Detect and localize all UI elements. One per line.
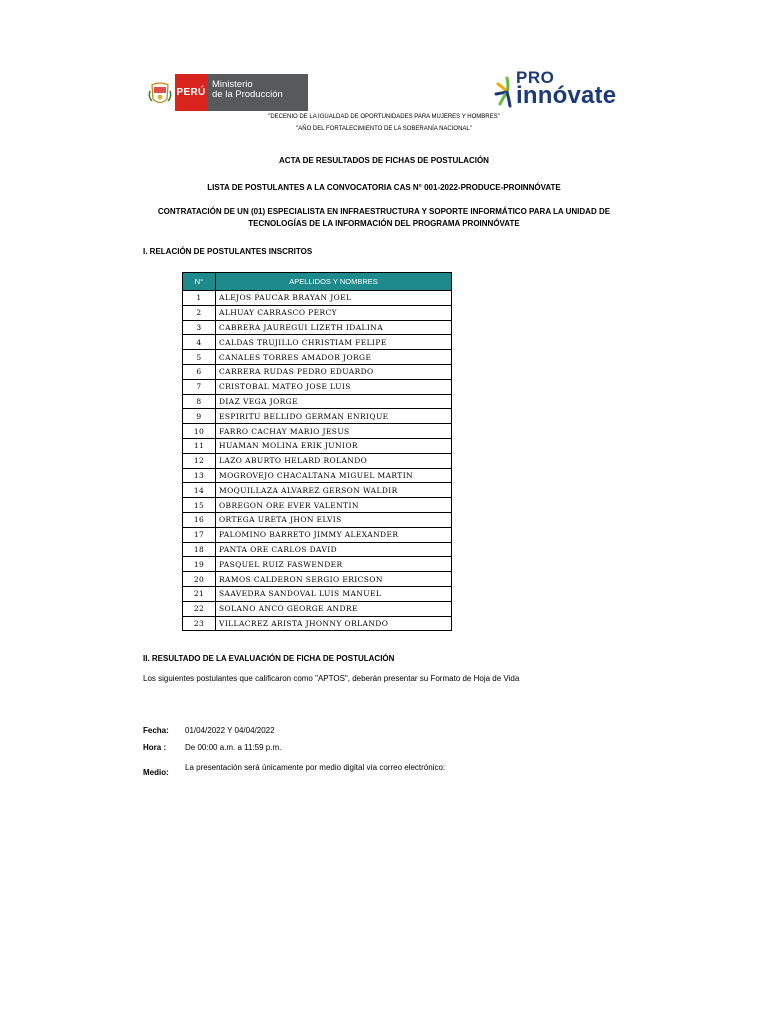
row-number: 21	[183, 586, 216, 601]
row-number: 12	[183, 453, 216, 468]
document-subtitle: LISTA DE POSTULANTES A LA CONVOCATORIA CAS N° 001-2022-PRODUCE-PROINNÓVATE	[207, 183, 561, 192]
hora-value: De 00:00 a.m. a 11:59 p.m.	[185, 743, 282, 752]
applicant-name: RAMOS CALDERON SERGIO ERICSON	[216, 572, 452, 587]
innovate-wordmark: innóvate	[516, 82, 617, 109]
row-number: 4	[183, 335, 216, 350]
applicant-name: VILLACREZ ARISTA JHONNY ORLANDO	[216, 616, 452, 631]
row-number: 19	[183, 557, 216, 572]
row-number: 1	[183, 291, 216, 306]
applicant-name: HUAMAN MOLINA ERIK JUNIOR	[216, 438, 452, 453]
decree-line-2: "AÑO DEL FORTALECIMIENTO DE LA SOBERANÍA NACIONAL"	[296, 126, 472, 132]
table-row	[183, 512, 452, 527]
applicant-name: FARRO CACHAY MARIO JESUS	[216, 424, 452, 439]
section-2-text: Los siguientes postulantes que calificaron como "APTOS", deberán presentar su Formato de Hoja de Vida	[143, 674, 520, 683]
decree-line-1: "DECENIO DE LA IGUALDAD DE OPORTUNIDADES PARA MUJERES Y HOMBRES"	[268, 114, 500, 120]
row-number: 16	[183, 512, 216, 527]
applicant-name: ESPIRITU BELLIDO GERMAN ENRIQUE	[216, 409, 452, 424]
table-row	[183, 394, 452, 409]
applicant-name: CALDAS TRUJILLO CHRISTIAM FELIPE	[216, 335, 452, 350]
table-header-row	[183, 273, 452, 291]
applicant-name: ALEJOS PAUCAR BRAYAN JOEL	[216, 291, 452, 306]
table-row	[183, 601, 452, 616]
section-1-heading: I. RELACIÓN DE POSTULANTES INSCRITOS	[143, 247, 313, 256]
table-row	[183, 616, 452, 631]
applicant-name: CANALES TORRES AMADOR JORGE	[216, 350, 452, 365]
table-row	[183, 483, 452, 498]
row-number: 10	[183, 424, 216, 439]
peru-label: PERÚ	[175, 74, 207, 111]
row-number: 23	[183, 616, 216, 631]
applicant-name: CABRERA JAUREGUI LIZETH IDALINA	[216, 320, 452, 335]
applicant-name: ORTEGA URETA JHON ELVIS	[216, 512, 452, 527]
column-header-number: N°	[183, 273, 216, 291]
row-number: 7	[183, 379, 216, 394]
row-number: 8	[183, 394, 216, 409]
table-row	[183, 409, 452, 424]
applicant-name: PANTA ORE CARLOS DAVID	[216, 542, 452, 557]
applicant-name: SAAVEDRA SANDOVAL LUIS MANUEL	[216, 586, 452, 601]
table-row	[183, 498, 452, 513]
document-title: ACTA DE RESULTADOS DE FICHAS DE POSTULACIÓN	[279, 156, 489, 165]
column-header-name: APELLIDOS Y NOMBRES	[216, 273, 452, 291]
applicant-name: PASQUEL RUIZ FASWENDER	[216, 557, 452, 572]
table-row	[183, 527, 452, 542]
ministry-label: Ministerio de la Producción	[207, 74, 308, 111]
row-number: 20	[183, 572, 216, 587]
table-row	[183, 350, 452, 365]
table-row	[183, 542, 452, 557]
table-row	[183, 305, 452, 320]
table-row	[183, 468, 452, 483]
row-number: 15	[183, 498, 216, 513]
row-number: 11	[183, 438, 216, 453]
ministerio-produccion-logo	[145, 74, 308, 111]
row-number: 14	[183, 483, 216, 498]
applicant-name: CARRERA RUDAS PEDRO EDUARDO	[216, 364, 452, 379]
table-row	[183, 291, 452, 306]
row-number: 6	[183, 364, 216, 379]
contract-line-2: TECNOLOGÍAS DE LA INFORMACIÓN DEL PROGRAMA PROINNÓVATE	[248, 219, 520, 228]
applicant-name: DIAZ VEGA JORGE	[216, 394, 452, 409]
applicant-name: CRISTOBAL MATEO JOSE LUIS	[216, 379, 452, 394]
applicant-name: OBREGON ORE EVER VALENTIN	[216, 498, 452, 513]
medio-label: Medio:	[143, 768, 169, 777]
contract-line-1: CONTRATACIÓN DE UN (01) ESPECIALISTA EN INFRAESTRUCTURA Y SOPORTE INFORMÁTICO PARA LA UNIDAD DE	[157, 207, 611, 216]
pro-wordmark: PRO	[516, 68, 555, 87]
row-number: 9	[183, 409, 216, 424]
table-row	[183, 438, 452, 453]
applicant-name: ALHUAY CARRASCO PERCY	[216, 305, 452, 320]
applicant-name: MOGROVEJO CHACALTANA MIGUEL MARTIN	[216, 468, 452, 483]
applicant-name: MOQUILLAZA ALVAREZ GERSON WALDIR	[216, 483, 452, 498]
row-number: 17	[183, 527, 216, 542]
row-number: 3	[183, 320, 216, 335]
medio-value: La presentación será únicamente por medio digital vía correo electrónico:	[185, 763, 446, 772]
peru-coat-of-arms-icon	[145, 74, 175, 111]
applicants-table	[182, 272, 452, 631]
applicant-name: LAZO ABURTO HELARD ROLANDO	[216, 453, 452, 468]
table-row	[183, 557, 452, 572]
section-2-heading: II. RESULTADO DE LA EVALUACIÓN DE FICHA DE POSTULACIÓN	[143, 654, 395, 663]
fecha-label: Fecha:	[143, 726, 169, 735]
table-row	[183, 320, 452, 335]
hora-label: Hora :	[143, 743, 167, 752]
row-number: 13	[183, 468, 216, 483]
row-number: 2	[183, 305, 216, 320]
table-row	[183, 335, 452, 350]
table-row	[183, 379, 452, 394]
row-number: 22	[183, 601, 216, 616]
table-row	[183, 424, 452, 439]
table-row	[183, 586, 452, 601]
table-row	[183, 364, 452, 379]
applicant-name: SOLANO ANCO GEORGE ANDRE	[216, 601, 452, 616]
row-number: 18	[183, 542, 216, 557]
fecha-value: 01/04/2022 Y 04/04/2022	[185, 726, 275, 735]
applicant-name: PALOMINO BARRETO JIMMY ALEXANDER	[216, 527, 452, 542]
table-row	[183, 453, 452, 468]
table-row	[183, 572, 452, 587]
proinnovate-logo	[494, 68, 628, 112]
row-number: 5	[183, 350, 216, 365]
